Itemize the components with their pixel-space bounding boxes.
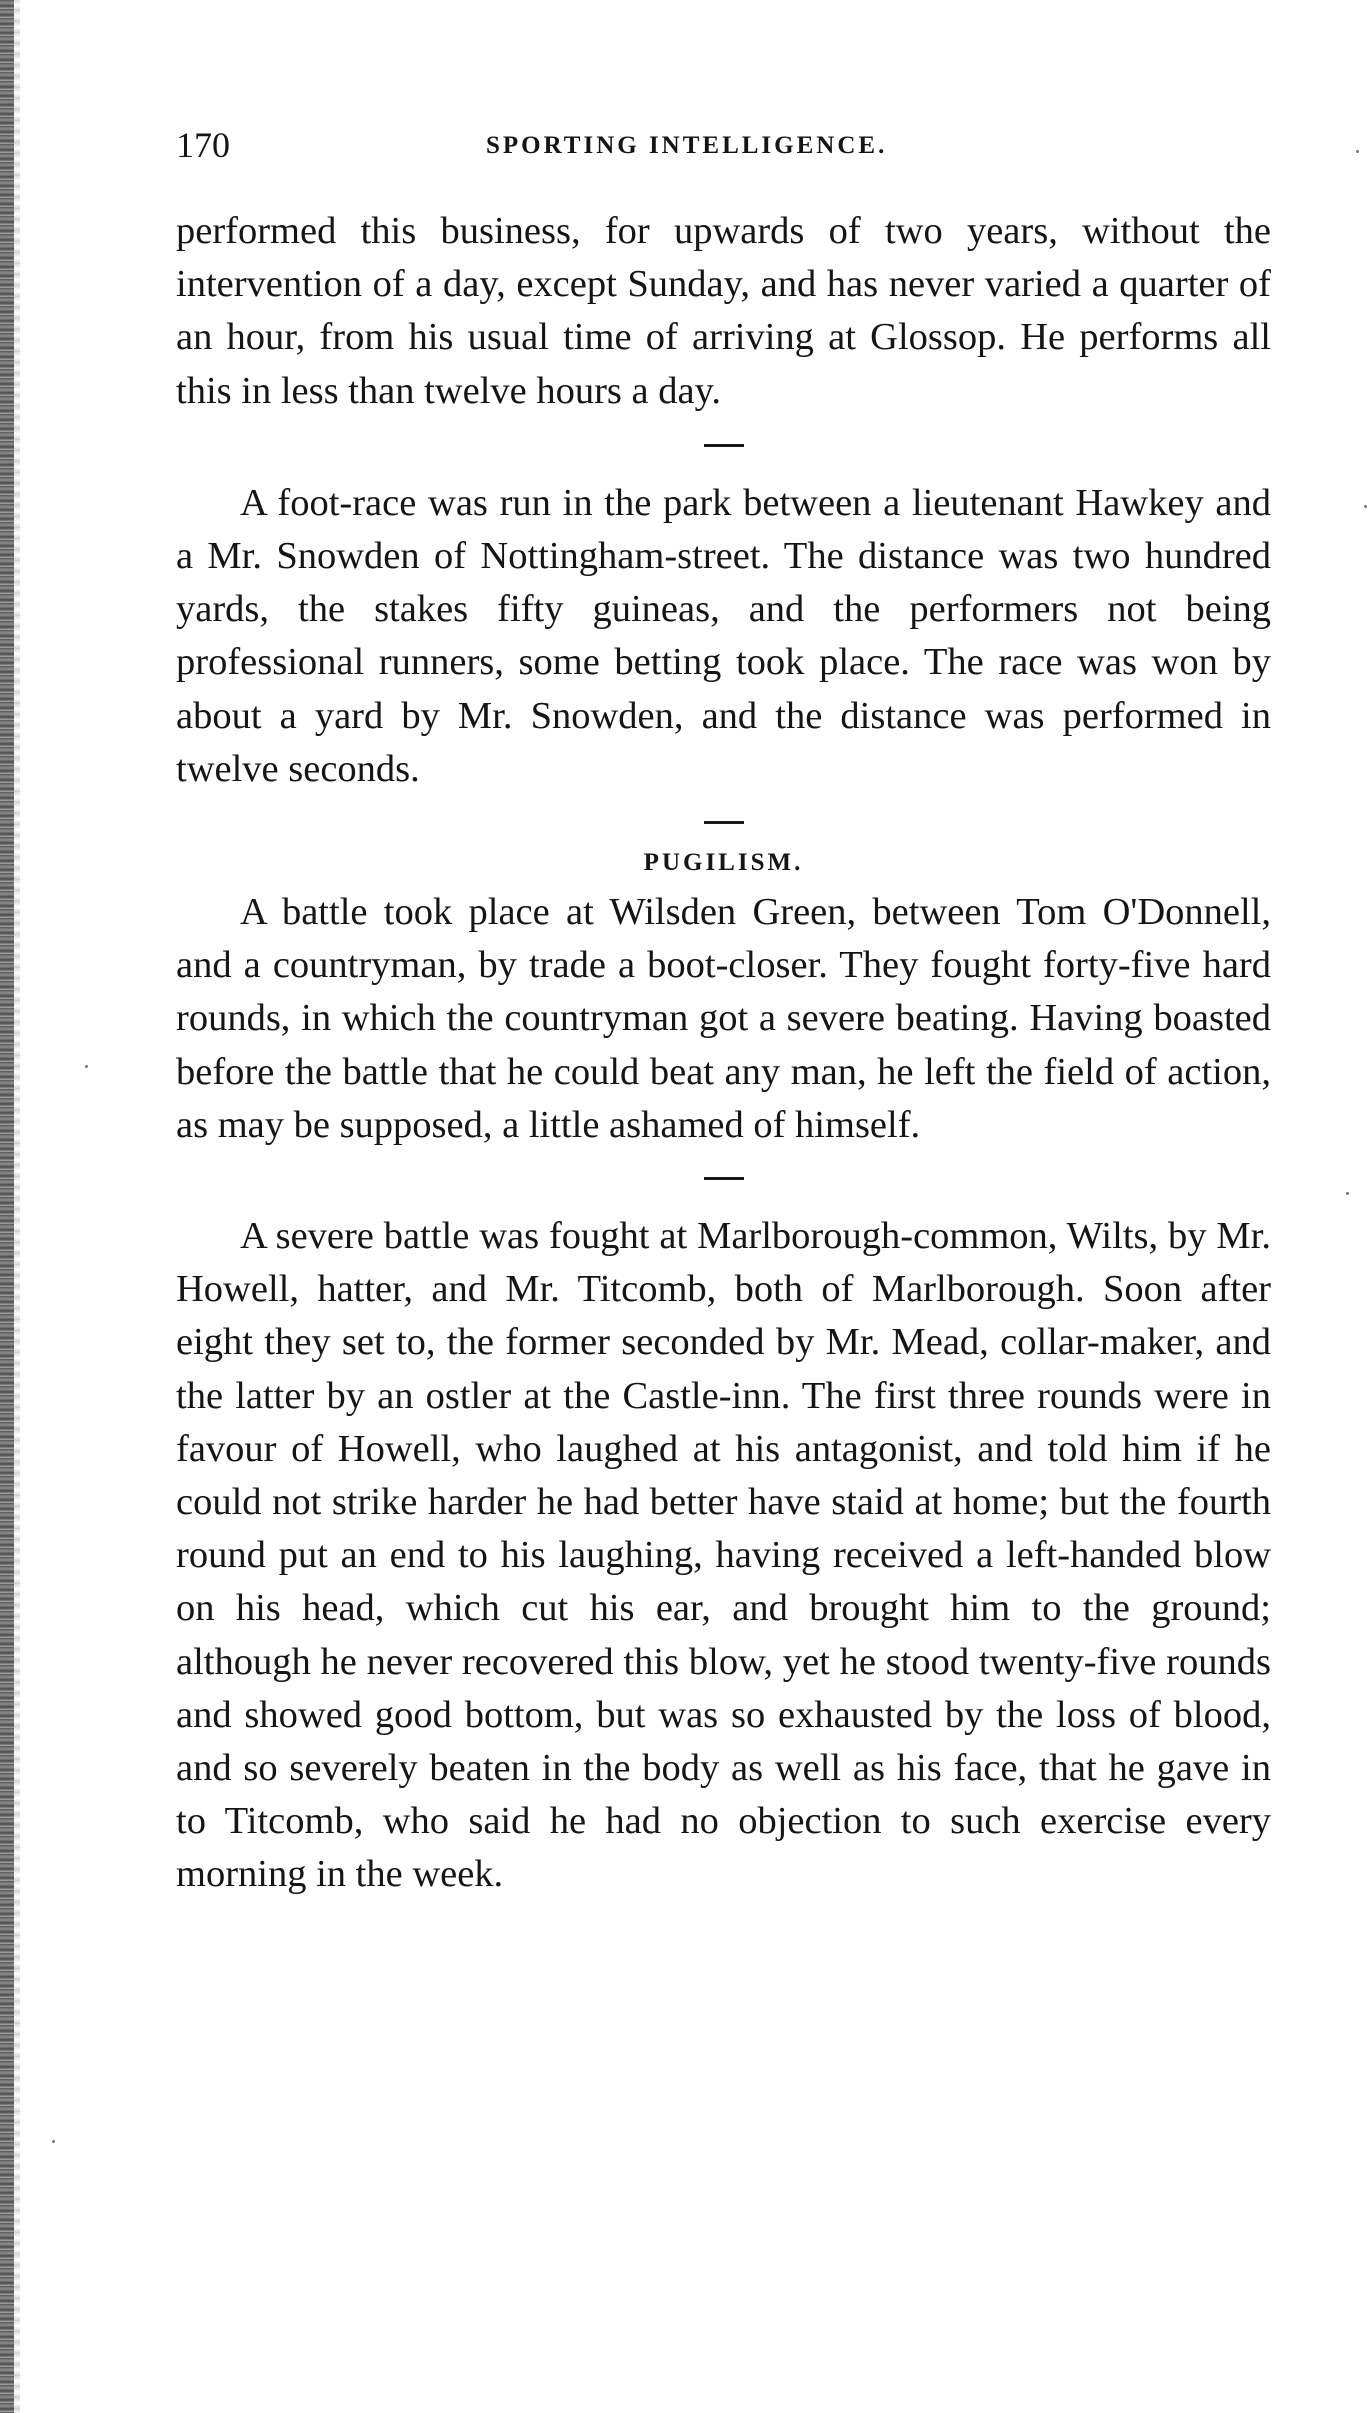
page-binding-shadow bbox=[14, 0, 20, 2413]
page-body bbox=[176, 205, 1271, 1902]
paragraph-continued: performed this business, for upwards of two years, without the intervention of a day, except Sunday, and has never varied a quarter of an hour, from his usual time of arriving at Glossop. He performs all this in less than twelve hours a day. bbox=[176, 210, 1271, 412]
paper-speck bbox=[85, 1065, 88, 1068]
separator-rule bbox=[704, 1177, 744, 1180]
section-heading: PUGILISM. bbox=[643, 849, 804, 877]
page-header bbox=[176, 122, 1276, 172]
paper-speck bbox=[1364, 505, 1367, 508]
running-head: SPORTING INTELLIGENCE. bbox=[486, 132, 888, 159]
paragraph-foot-race: A foot-race was run in the park between a lieutenant Hawkey and a Mr. Snowden of Nottingham-street. The distance was two hundred yards, the stakes fifty guineas, and the performers not being professional runners, some betting took place. The race was won by about a yard by Mr. Snowden, and the distance was performed in twelve seconds. bbox=[176, 481, 1271, 790]
page-number: 170 bbox=[176, 125, 230, 165]
paper-speck bbox=[52, 2140, 55, 2143]
separator-rule bbox=[704, 821, 744, 824]
paragraph-marlborough-battle: A severe battle was fought at Marlborough-common, Wilts, by Mr. Howell, hatter, and Mr. Titcomb, both of Marlborough. Soon after eight they set to, the former seconded by Mr. Mead, collar-maker, and the latter by an ostler at the Castle-inn. The first three rounds were in favour of Howell, who laughed at his antagonist, and told him if he could not strike harder he had better have staid at home; but the fourth round put an end to his laughing, having received a left-handed blow on his head, which cut his ear, and brought him to the ground; although he never recovered this blow, yet he stood twenty-five rounds and showed good bottom, but was so exhausted by the loss of blood, and so severely beaten in the body as well as his face, that he gave in to Titcomb, who said he had no objection to such exercise every morning in the week. bbox=[176, 1215, 1271, 1896]
page-binding-edge bbox=[0, 0, 14, 2413]
paragraph-wilsden-battle: A battle took place at Wilsden Green, between Tom O'Donnell, and a countryman, by trade a boot-closer. They fought forty-five hard rounds, in which the countryman got a severe beating. Having boasted before the battle that he could beat any man, he left the field of action, as may be supposed, a little ashamed of himself. bbox=[176, 891, 1271, 1146]
paper-speck bbox=[1356, 150, 1359, 153]
separator-rule bbox=[704, 444, 744, 447]
paper-speck bbox=[1346, 1192, 1349, 1195]
